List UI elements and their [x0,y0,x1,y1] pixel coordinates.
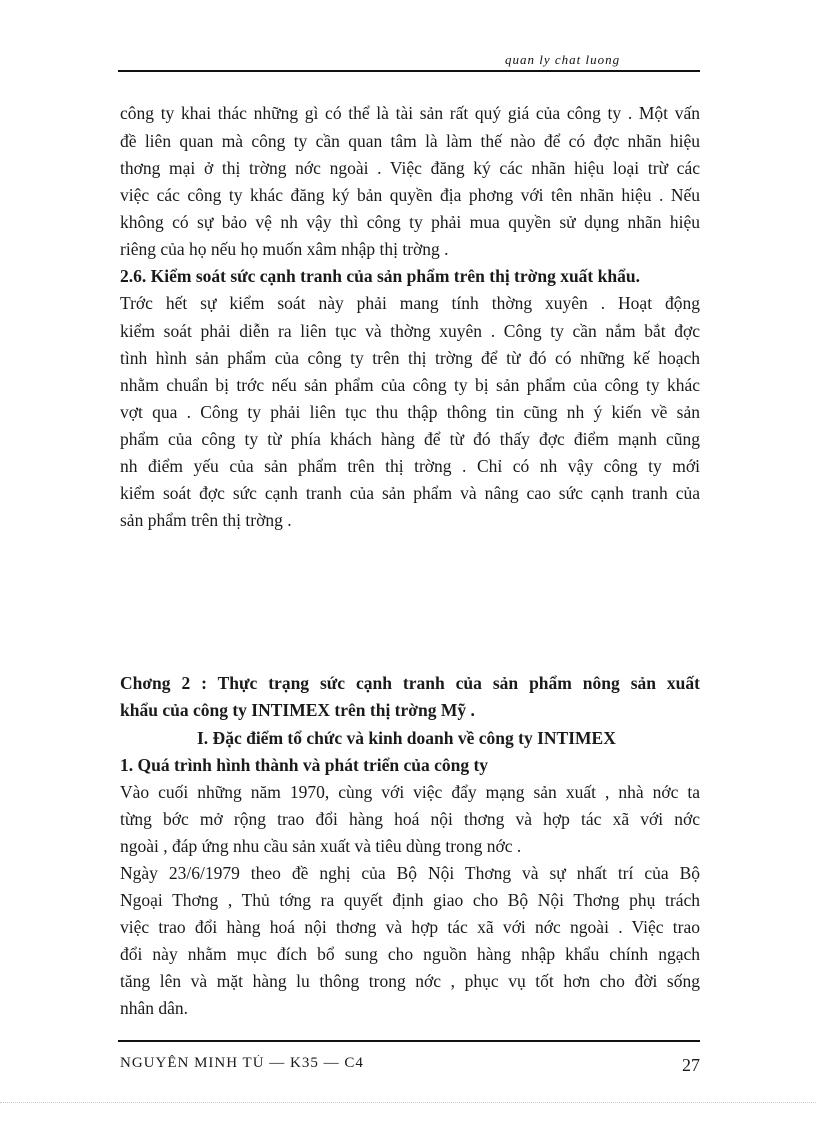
body-line: đổi này nhằm mục đích bổ sung cho nguồn hàng nhập khẩu chính ngạch [120,944,700,964]
part-heading: I. Đặc điểm tổ chức và kinh doanh về công ty INTIMEX [197,728,616,748]
body-line: vợt qua . Công ty phải liên tục thu thập thông tin cũng nh ý kiến về sản [120,402,700,422]
sub-heading: 1. Quá trình hình thành và phát triển của công ty [120,755,489,775]
body-line: sản phẩm trên thị trờng . [120,510,292,530]
body-line: nh điểm yếu của sản phẩm trên thị trờng . Chỉ có nh vậy công ty mới [120,456,700,476]
footer-rule [118,1040,700,1042]
body-line: không có sự bảo vệ nh vậy thì công ty phải mua quyền sử dụng nhãn hiệu [120,212,700,232]
running-header: quan ly chat luong [505,52,621,67]
body-line: tăng lên và mặt hàng lu thông trong nớc , phục vụ tốt hơn cho đời sống [120,971,700,991]
body-line: đề liên quan mà công ty cần quan tâm là làm thế nào để có đợc nhãn hiệu [120,131,700,151]
body-line: ngoài , đáp ứng nhu cầu sản xuất và tiêu dùng trong nớc . [120,836,522,856]
body-line: thơng mại ở thị trờng nớc ngoài . Việc đăng ký các nhãn hiệu loại trừ các [120,158,700,178]
body-line: Ngoại Thơng , Thủ tớng ra quyết định giao cho Bộ Nội Thơng phụ trách [120,890,700,910]
body-line: Trớc hết sự kiểm soát này phải mang tính thờng xuyên . Hoạt động [120,293,700,313]
page-number: 27 [682,1055,700,1075]
body-line: riêng của họ nếu họ muốn xâm nhập thị trờng . [120,239,449,259]
body-line: tình hình sản phẩm của công ty trên thị trờng để từ đó có những kế hoạch [120,348,700,368]
section-heading: 2.6. Kiểm soát sức cạnh tranh của sản phẩm trên thị trờng xuất khẩu. [120,266,640,286]
chapter-title-cont: khẩu của công ty INTIMEX trên thị trờng Mỹ . [120,700,475,720]
body-line: việc các công ty khác đăng ký bản quyền địa phơng với tên nhãn hiệu . Nếu [120,185,700,205]
body-line: kiểm soát đợc sức cạnh tranh của sản phẩm và nâng cao sức cạnh tranh của [120,483,700,503]
body-line: Ngày 23/6/1979 theo đề nghị của Bộ Nội Thơng và sự nhất trí của Bộ [120,863,700,883]
body-line: nhân dân. [120,998,189,1018]
footer-author: NGUYỄN MINH TÚ — K35 — C4 [120,1055,364,1071]
body-line: việc trao đổi hàng hoá nội thơng và hợp tác xã với nớc ngoài . Việc trao [120,917,700,937]
body-line: phẩm của công ty từ phía khách hàng để từ đó thấy đợc điểm mạnh cũng [120,429,700,449]
body-line: kiểm soát phải diễn ra liên tục và thờng xuyên . Công ty cần nắm bắt đợc [120,321,700,341]
body-line: công ty khai thác những gì có thể là tài sản rất quý giá của công ty . Một vấn [120,103,700,123]
body-line: Vào cuối những năm 1970, cùng với việc đẩy mạng sản xuất , nhà nớc ta [120,782,700,802]
bottom-dotted-border [0,1102,816,1103]
chapter-title: Chơng 2 : Thực trạng sức cạnh tranh của sản phẩm nông sản xuất [120,673,700,693]
body-line: từng bớc mở rộng trao đổi hàng hoá nội thơng và hợp tác xã với nớc [120,809,700,829]
body-line: nhằm chuẩn bị trớc nếu sản phẩm của công ty bị sản phẩm của công ty khác [120,375,700,395]
header-rule [118,70,700,72]
